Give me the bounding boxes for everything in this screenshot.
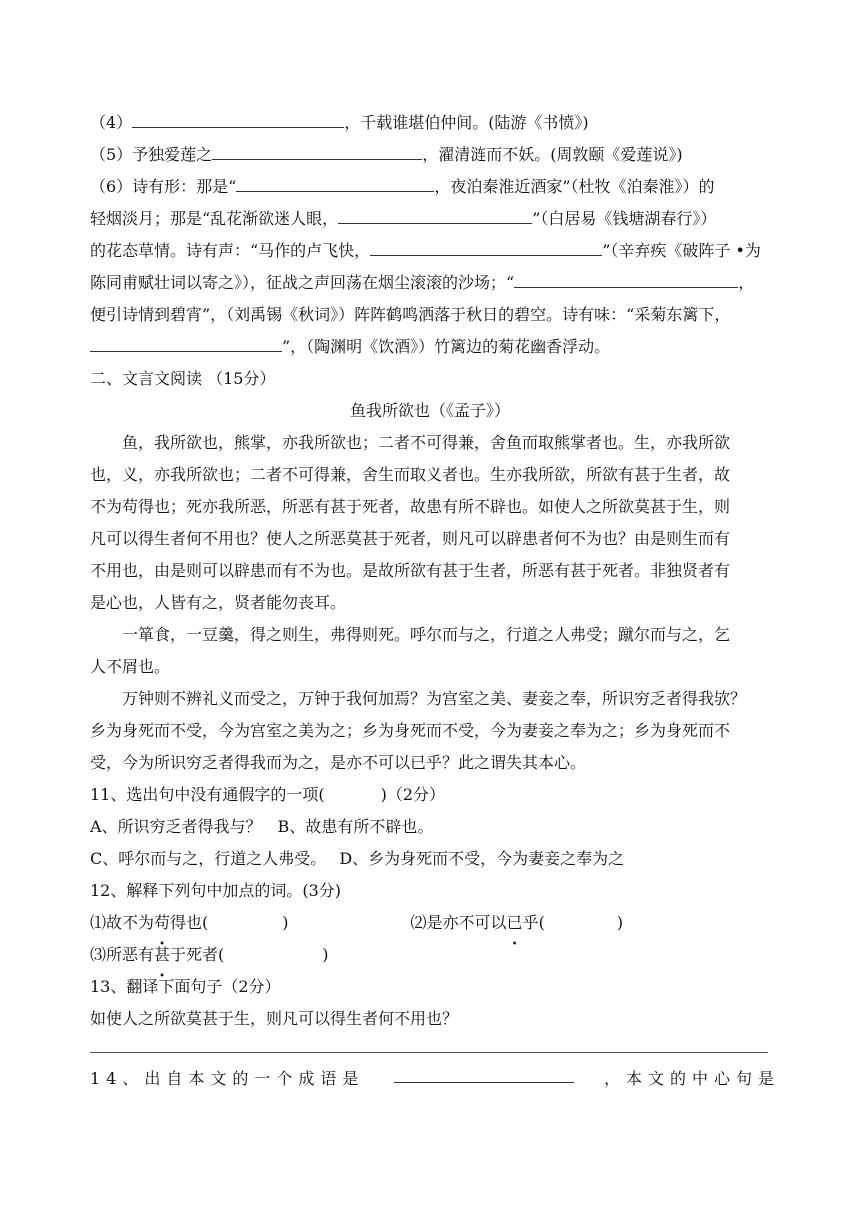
q12-item3-a: ⑶所恶有 — [90, 945, 155, 964]
q13-stem: 13、翻译下面句子（2分） — [90, 977, 281, 996]
poem-q6-line5 — [90, 300, 780, 330]
passage-p1-line: 也，义，亦我所欲也；二者不可得兼，舍生而取义者也。生亦我所欲，所欲有甚于生者，故 — [90, 465, 731, 484]
q4-tail: ，千载谁堪伯仲间。(陆游《书愤》) — [344, 113, 589, 132]
passage-p1-line: 是心也，人皆有之，贤者能勿丧耳。 — [90, 593, 347, 612]
q14-blank[interactable] — [394, 1064, 574, 1083]
q12-item3-b: 于死者( — [170, 945, 225, 964]
q13-answer-line[interactable] — [90, 1052, 768, 1053]
passage-p1-line: 凡可以得生者何不用也？使人之所恶莫甚于死者，则凡可以辟患者何不为也？由是则生而有 — [90, 529, 731, 548]
poem-q6-line6 — [90, 332, 780, 362]
q12-item1-c: ) — [282, 913, 289, 932]
poem-q6-line4 — [90, 268, 780, 298]
q6-blank-3[interactable] — [370, 237, 602, 256]
q12-item2-c: ) — [616, 913, 624, 932]
q6-text-e: 的花态草情。诗有声：“马作的卢飞快， — [90, 241, 371, 260]
q6-text-i: 便引诗情到碧宵”，（刘禹锡《秋词》）阵阵鹤鸣洒落于秋日的碧空。诗有味：“采菊东篱下， — [90, 305, 731, 324]
poem-q5 — [90, 140, 780, 170]
poem-q4 — [90, 108, 780, 138]
q5-tail: ，濯清涟而不妖。(周敦颐《爱莲说》) — [422, 145, 683, 164]
poem-q6-line1 — [90, 172, 780, 202]
q6-text-a: （6）诗有形：那是“ — [90, 177, 237, 196]
poem-q6-line2 — [90, 204, 780, 234]
q6-text-h: ， — [738, 273, 755, 292]
q11-stem — [90, 780, 780, 810]
q6-text-g: 陈同甫赋壮词以寄之》），征战之声回荡在烟尘滚滚的沙场；“ — [90, 273, 515, 292]
q12-item3-dotted: 甚 — [154, 945, 171, 964]
section2-heading: 二、文言文阅读 （15分） — [90, 369, 276, 388]
q12-stem: 12、解释下列句中加点的词。(3分) — [90, 881, 342, 900]
q11-options-ab: A、所识穷乏者得我与？ B、故患有所不辟也。 — [90, 817, 434, 836]
q12-item3-c: ) — [322, 945, 329, 964]
q4-number: （4） — [90, 113, 133, 132]
q12-item1-a: ⑴故不为 — [90, 913, 155, 932]
passage-p3-line: 受，今为所识穷乏者得我而为之，是亦不可以已乎？此之谓失其本心。 — [90, 753, 587, 772]
q6-blank-4[interactable] — [514, 269, 738, 288]
passage-p1-line: 鱼，我所欲也，熊掌，亦我所欲也；二者不可得兼，舍鱼而取熊掌者也。生，亦我所欲 — [122, 433, 731, 452]
q6-blank-1[interactable] — [236, 173, 434, 192]
passage-p2-line: 一箪食，一豆羹，得之则生，弗得则死。呼尔而与之，行道之人弗受；蹴尔而与之，乞 — [122, 625, 731, 644]
q14-text-a: 14、出自本文的一个成语是 — [90, 1069, 365, 1088]
q12-items-1-2 — [90, 908, 780, 938]
passage-title: 鱼我所欲也（《孟子》） — [349, 401, 510, 420]
q12-item2-a: ⑵是亦不可以 — [410, 913, 507, 932]
q12-item1-dotted: 苟 — [154, 913, 171, 932]
passage-p3-line: 万钟则不辨礼义而受之，万钟于我何加焉？为宫室之美、妻妾之奉，所识穷乏者得我欤？ — [122, 689, 747, 708]
q6-blank-5[interactable] — [90, 333, 282, 352]
q12-item2-b: 乎( — [522, 913, 545, 932]
q6-text-c: 轻烟淡月；那是“乱花渐欲迷人眼， — [90, 209, 339, 228]
q5-head: （5）予独爱莲之 — [90, 145, 213, 164]
q12-item1-b: 得也( — [170, 913, 209, 932]
q6-text-b: ，夜泊秦淮近酒家”（杜牧《泊秦淮》）的 — [434, 177, 715, 196]
q4-blank[interactable] — [132, 109, 344, 128]
q6-text-f: ”（辛弃疾《破阵子 •为 — [602, 241, 761, 260]
q6-text-j: ”，（陶渊明《饮酒》）竹篱边的菊花幽香浮动。 — [282, 337, 611, 356]
q11-stem-b: )（2分） — [380, 785, 446, 804]
q13-sentence: 如使人之所欲莫甚于生，则凡可以得生者何不用也？ — [90, 1009, 459, 1028]
q6-text-d: ”（白居易《钱塘湖春行》） — [532, 209, 717, 228]
poem-q6-line3 — [90, 236, 780, 266]
q6-blank-2[interactable] — [338, 205, 532, 224]
q11-options-cd: C、呼尔而与之，行道之人弗受。 D、乡为身死而不受，今为妻妾之奉为之 — [90, 849, 625, 868]
passage-p1-line: 不用也，由是则可以辟患而有不为也。是故所欲有甚于生者，所恶有甚于死者。非独贤者有 — [90, 561, 731, 580]
q11-stem-a: 11、选出句中没有通假字的一项( — [90, 785, 325, 804]
passage-p2-line: 人不屑也。 — [90, 657, 171, 676]
q12-item3 — [90, 940, 780, 970]
q12-item2-dotted: 已 — [506, 913, 523, 932]
q14-line — [90, 1064, 780, 1094]
passage-p1-line: 不为苟得也；死亦我所恶，所恶有甚于死者，故患有所不辟也。如使人之所欲莫甚于生，则 — [90, 497, 731, 516]
q5-blank[interactable] — [212, 141, 422, 160]
passage-p3-line: 乡为身死而不受，今为宫室之美为之；乡为身死而不受，今为妻妾之奉为之；乡为身死而不 — [90, 721, 731, 740]
q14-text-b: ，本文的中心句是 — [603, 1069, 780, 1088]
